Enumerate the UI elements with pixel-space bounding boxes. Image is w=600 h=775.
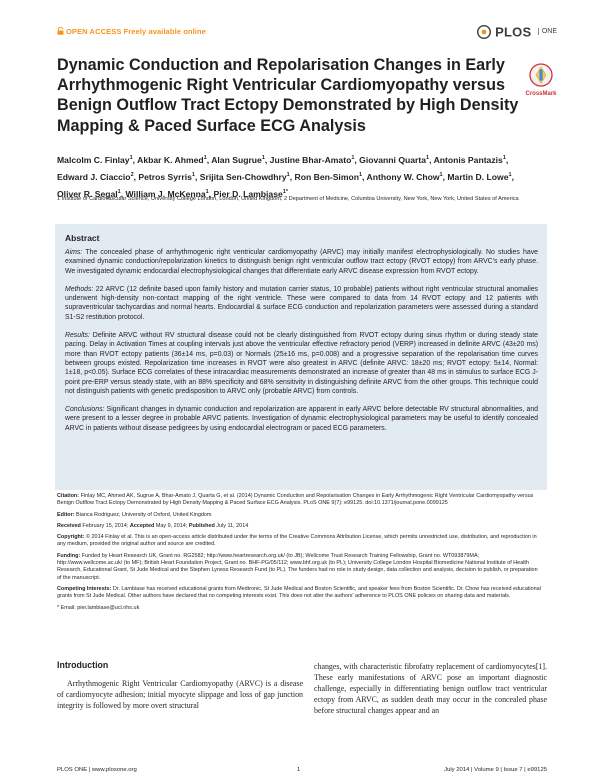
crossmark-badge[interactable] — [521, 63, 561, 97]
author-affiliation-mark: 1 — [203, 155, 207, 161]
open-access-lock-icon — [57, 27, 64, 35]
abstract-results-label: Results: — [65, 332, 90, 340]
author-name: Martin D. Lowe — [447, 171, 509, 182]
open-access-badge — [57, 27, 206, 36]
author-name: Anthony W. Chow — [366, 171, 440, 182]
article-metadata — [57, 493, 543, 616]
received-label: Received — [57, 522, 81, 529]
accepted-date: May 9, 2014; — [154, 522, 189, 529]
body-column-left — [57, 678, 303, 711]
corresponding-email[interactable]: * Email: pier.lambiase@ucl.nhs.uk — [57, 604, 140, 611]
abstract-conclusions-text: Significant changes in dynamic conduction and repolarization are apparent in early ARVC before detectable RV structural abnormalities, and were present to a lesser degree in probable ARVC patients. Investigation of dynamic electrophysiological parameters may be useful to identify concealed ARVC in patients without disease pedigrees by using endocardial electrogram or paced ECG parameters. — [65, 406, 538, 432]
author-affiliation-mark: 1 — [502, 155, 506, 161]
intro-paragraph-left: Arrhythmogenic Right Ventricular Cardiomyopathy (ARVC) is a disease of cardiomyocyte adhesion; initial myocyte slippage and loss of gap junction integrity is followed by more overt structural — [57, 679, 303, 711]
received-date: February 15, 2014; — [80, 522, 130, 529]
abstract-results — [65, 331, 538, 396]
accepted-label: Accepted — [129, 522, 155, 529]
author-affiliation-mark: 1 — [129, 155, 133, 161]
author-affiliation-mark: 1 — [426, 155, 430, 161]
abstract-conclusions-label: Conclusions: — [65, 406, 105, 414]
abstract-heading: Abstract — [65, 233, 100, 243]
dates — [57, 523, 543, 530]
abstract-results-text: Definite ARVC without RV structural disease could not be clearly distinguished from RVOT ectopy during sinus rhythm or during steady state pacing. Delay in Activation Times at coupling intervals just above the ventricular effective refractory period (VERP) increased in definite ARVC (43±20 ms) more than RVOT ectopy patients (36±14 ms, p=0.03) or Normals (25±16 ms, p=0.008) and a progressive separation of the repolarisation time curves between groups existed. Repolarization time increases in RVOT were also greatest in ARVC (definite ARVC: 18±20 ms; RVOT ectopy: 5±14, Normal: 1±18, p<0.05). Surface ECG correlates of these intracardiac measurements demonstrated an increase of greater than 48 ms in stimulus to surface ECG J-point pre-ERP versus steady state, with an 88% specificity and 68% sensitivity in distinguishing definite ARVC from the other groups. This technique could not distinguish patients with genetic predisposition to ARVC only (probable ARVC) from controls. — [65, 332, 538, 395]
citation-text: Finlay MC, Ahmed AK, Sugrue A, Bhar-Amato J, Quarta G, et al. (2014) Dynamic Conduction and Repolarisation Changes in Early Arrhythmogenic Right Ventricular Cardiomyopathy versus Benign Outflow Tract Ectopy Demonstrated by High Density Mapping & Paced Surface ECG Analysis. PLoS ONE 9(7): e99125. doi:10.1371/journal.pone.0099125 — [57, 493, 534, 507]
author-name: Edward J. Ciaccio — [57, 171, 131, 182]
affiliations: 1 Institute of Cardiovascular Science, University College London, London, United Kingdom, 2 Department of Medicine, Columbia University, New York, New York, United States of America — [57, 196, 519, 202]
abstract-box — [55, 224, 547, 490]
intro-paragraph-right: changes, with characteristic fibrofatty replacement of cardiomyocytes[1]. These early manifestations of ARVC pose an important diagnostic challenge, especially in differentiating benign outflow tract ventricular ectopy from ARVC, as sudden death may occur in the concealed phase before structural changes appear and an — [314, 662, 547, 716]
author-affiliation-mark: 1 — [205, 188, 209, 195]
author-name: Antonis Pantazis — [433, 154, 503, 165]
competing-interests — [57, 586, 543, 601]
abstract-aims-text: The concealed phase of arrhythmogenic right ventricular cardiomyopathy (ARVC) may initially manifest electrophysiologically. No studies have examined dynamic conduction/repolarization kinetics to distinguish benign right ventricular outflow tract ectopy (RVOT ectopy) from ARVC’s early phase. We investigated dynamic endocardial electrophysiological changes that differentiate early ARVC disease expression from RVOT ectopy. — [65, 249, 538, 275]
author-affiliation-mark: 1* — [282, 188, 288, 195]
abstract-methods — [65, 285, 538, 322]
author-affiliation-mark: 1 — [191, 171, 195, 178]
author-name: Giovanni Quarta — [359, 154, 427, 165]
author-name: Akbar K. Ahmed — [137, 154, 204, 165]
author-name: Ron Ben-Simon — [294, 171, 359, 182]
author-name: Malcolm C. Finlay — [57, 154, 130, 165]
author-name: Srijita Sen-Chowdhry — [199, 171, 287, 182]
abstract-aims — [65, 248, 538, 276]
abstract-aims-label: Aims: — [65, 249, 83, 256]
copyright — [57, 534, 543, 549]
author-affiliation-mark: 1 — [117, 188, 121, 195]
citation-label: Citation: — [57, 493, 80, 499]
editor-label: Editor: — [57, 511, 75, 518]
journal-header — [57, 24, 557, 43]
crossmark-label: CrossMark — [525, 91, 557, 97]
author-affiliation-mark: 1 — [508, 171, 512, 178]
editor — [57, 512, 543, 519]
author-name: Justine Bhar-Amato — [269, 154, 352, 165]
author-name: Oliver R. Segal — [57, 188, 118, 199]
published-date: July 11, 2014 — [214, 522, 249, 529]
author-name: Alan Sugrue — [211, 154, 262, 165]
competing-text: Dr. Lambiase has received educational grants from Medtronic, St Jude Medical and Boston Scientific, and speaker fees from Boston Scientific. Dr. Chow has received educational grants from St Jude Medical. Other authors have declared that no competing interests exist. This does not alter the authors' adherence to PLOS ONE policies on sharing data and materials. — [57, 585, 541, 600]
crossmark-icon — [529, 63, 553, 87]
author-affiliation-mark: 2 — [130, 171, 134, 178]
footer-issue: July 2014 | Volume 9 | Issue 7 | e99125 — [444, 767, 547, 773]
plos-logo-suffix: ONE — [538, 28, 557, 35]
open-access-text: OPEN ACCESS Freely available online — [66, 27, 206, 36]
introduction-heading: Introduction — [57, 660, 109, 670]
copyright-text: © 2014 Finlay et al. This is an open-access article distributed under the terms of the Creative Commons Attribution License, which permits unrestricted use, distribution, and reproduction in any medium, provided the original author and source are credited. — [57, 534, 537, 548]
plos-logo-word: PLOS — [495, 24, 532, 40]
author-affiliation-mark: 1 — [261, 155, 265, 161]
editor-text: Bianca Rodriguez, University of Oxford, United Kingdom — [74, 511, 212, 518]
abstract-methods-label: Methods: — [65, 285, 94, 293]
abstract-conclusions — [65, 405, 538, 433]
author-name: Petros Syrris — [138, 171, 192, 182]
published-label: Published — [188, 522, 215, 529]
funding — [57, 553, 543, 582]
citation — [57, 493, 543, 508]
footer-journal: PLOS ONE | www.plosone.org — [57, 767, 137, 773]
author-name: William J. McKenna — [125, 188, 206, 199]
author-affiliation-mark: 1 — [358, 171, 363, 178]
funding-text: Funded by Heart Research UK, Grant no. RG2582; http://www.heartresearch.org.uk/ (to JB); Wellcome Trust Research Training Fellowship, Grant no. WT093879MA; http://www.wellcome.ac.uk/ (to MF); British Heart Foundation Project, Grant no. BHF-PG/05/112; www.bhf.org.uk (to PL); University College London Hospital Biomedicine National Institute of Health Research, Educational Grant, St Jude Medical and the Stephen Lyness Research Fund (to PL). The funders had no role in study design, data collection and analysis, decision to publish, or preparation of the manuscript. — [57, 552, 538, 581]
copyright-label: Copyright: — [57, 534, 85, 541]
abstract-methods-text: 22 ARVC (12 definite based upon family history and mutation carrier status, 10 probable) patients without right ventricular structural anomalies underwent high-density non-contact mapping of the right ventricle. These were compared to data from 14 RVOT ectopy and 12 patients with supraventricular tachycardias and normal hearts. Endocardial & surface ECG conduction and repolarization parameters were assessed during a standard S1-S2 restitution protocol. — [65, 285, 538, 321]
plos-logo-icon — [477, 25, 491, 39]
author-name: Pier D. Lambiase — [213, 188, 283, 199]
author-affiliation-mark: 1 — [351, 155, 355, 161]
funding-label: Funding: — [57, 552, 81, 559]
footer-page-number: 1 — [297, 767, 301, 773]
body-column-right — [314, 661, 547, 716]
author-affiliation-mark: 1 — [286, 171, 290, 178]
plos-one-logo — [477, 23, 557, 41]
author-affiliation-mark: 1 — [439, 171, 443, 178]
author-list: Malcolm C. Finlay$^1$, Akbar K. Ahmed$^1$, Alan Sugrue$^1$, Justine Bhar-Amato$^1$, Giovanni Quarta$^1$, Antonis Pantazis$^1$, Edward J. Ciaccio$^2$, Petros Syrris$^1$, Srijita Sen-Chowdhry$^1$, Ron Ben-Simon$^1$, Anthony W. Chow$^1$, Martin D. Lowe$^1$, Oliver R. Segal$^1$, William J. McKenna$^1$, Pier D. Lambiase$^{1*}$ — [57, 154, 514, 199]
article-title: Dynamic Conduction and Repolarisation Changes in Early Arrhythmogenic Right Ventricular Cardiomyopathy versus Benign Outflow Tract Ectopy Demonstrated by High Density Mapping & Paced Surface ECG Analysis — [57, 56, 519, 135]
competing-label: Competing Interests: — [57, 585, 112, 592]
